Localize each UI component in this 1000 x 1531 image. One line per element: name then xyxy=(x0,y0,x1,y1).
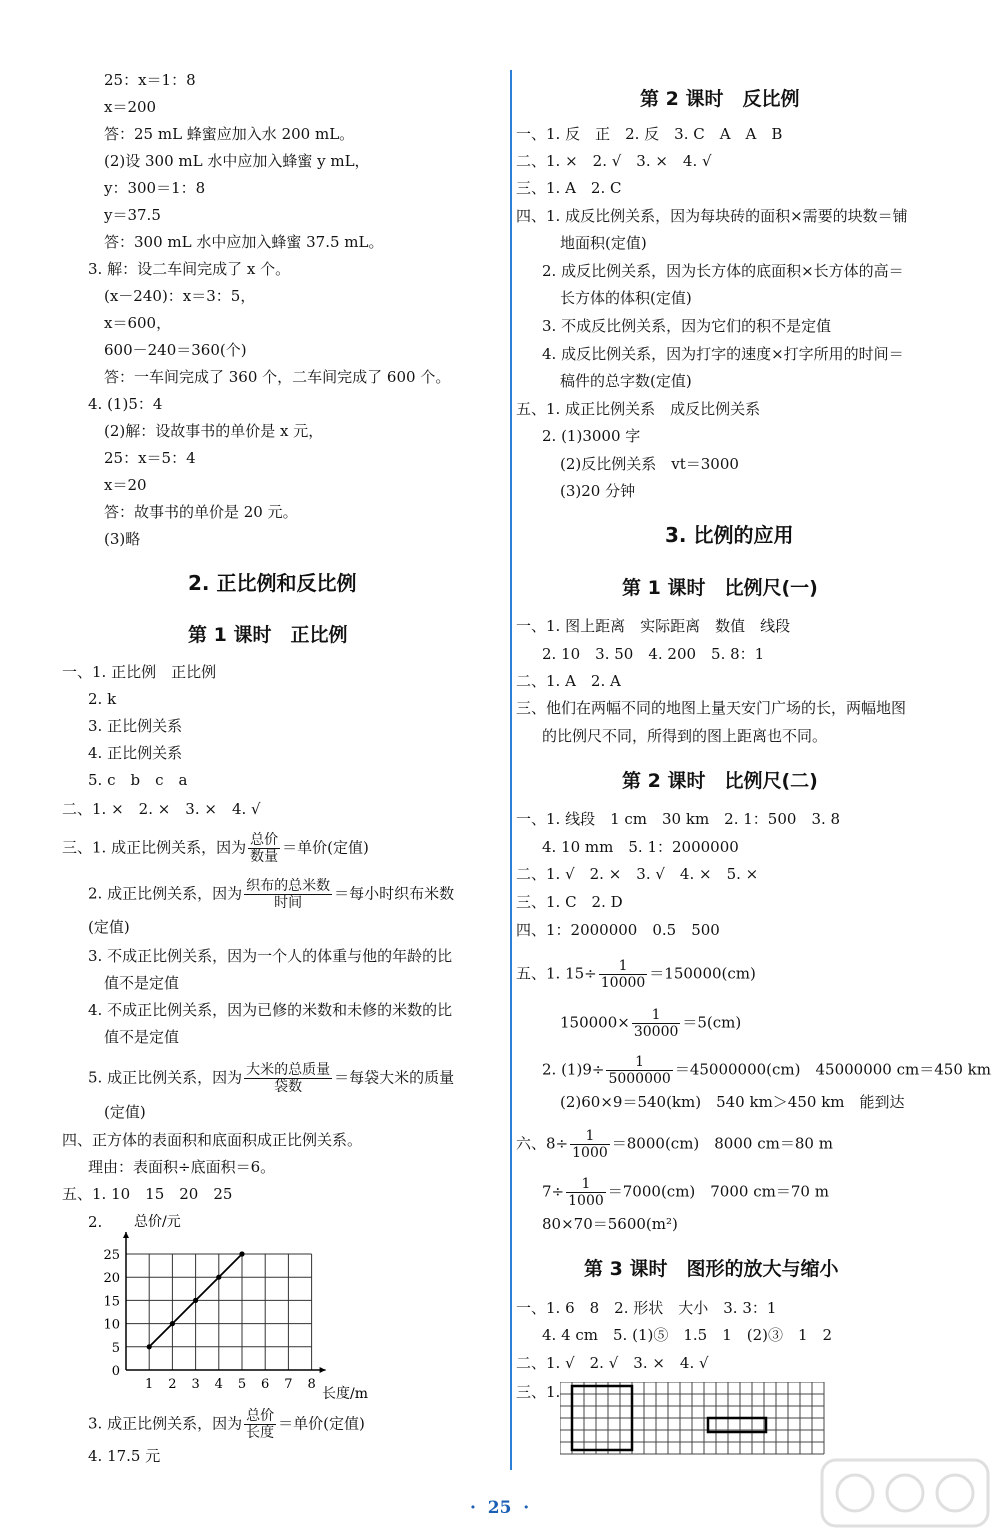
q1-line-1: 一、1. 正比例 正比例 xyxy=(62,663,217,681)
x-tick-label: 4 xyxy=(214,1377,223,1392)
r-f5: 7÷ $\frac{1}{1000}$ ＝7000(cm) 7000 cm＝70 m xyxy=(542,1176,829,1209)
q1-line-5: 5. c b c a xyxy=(88,771,188,789)
r-c-5: 四、1：2000000 0.5 500 xyxy=(516,921,720,939)
r-f4: 六、8÷ $\frac{1}{1000}$ ＝8000(cm) 8000 cm＝80 m xyxy=(516,1128,833,1161)
left-line-8: 3. 解：设二车间完成了 x 个。 xyxy=(88,260,291,278)
y-tick-label: 5 xyxy=(111,1340,120,1356)
x-tick-label: 3 xyxy=(191,1377,200,1392)
page-number: · 25 · xyxy=(470,1498,530,1518)
r-grid-label: 三、1. xyxy=(516,1383,561,1401)
q3-5-cont: (定值) xyxy=(104,1103,146,1121)
r-a-5: 地面积(定值) xyxy=(560,234,647,252)
r-f3b: (2)60×9＝540(km) 540 km＞450 km 能到达 xyxy=(560,1093,905,1111)
left-line-15: 25：x＝5：4 xyxy=(104,449,196,467)
r-a-14: (3)20 分钟 xyxy=(560,482,636,500)
column-divider xyxy=(510,70,512,1470)
r-f1: 五、1. 15÷ $\frac{1}{10000}$ ＝150000(cm) xyxy=(516,958,756,991)
section-title-2: 2. 正比例和反比例 xyxy=(188,571,357,595)
q5-1: 五、1. 10 15 20 25 xyxy=(62,1185,233,1203)
left-line-13: 4. (1)5：4 xyxy=(88,395,163,413)
r-a-7: 长方体的体积(定值) xyxy=(560,289,692,307)
y-tick-label: 10 xyxy=(103,1317,120,1333)
q3-4-b: 值不是定值 xyxy=(104,1028,180,1046)
data-point xyxy=(216,1275,221,1280)
left-line-7: 答：300 mL 水中应加入蜂蜜 37.5 mL。 xyxy=(104,233,384,251)
r-c-1: 一、1. 线段 1 cm 30 km 2. 1：500 3. 8 xyxy=(516,810,841,828)
r-b-3: 二、1. A 2. A xyxy=(516,672,621,690)
r-a-3: 三、1. A 2. C xyxy=(516,179,622,197)
data-point xyxy=(193,1298,198,1303)
left-line-18: (3)略 xyxy=(104,530,141,548)
left-line-1: 25：x＝1：8 xyxy=(104,71,196,89)
r-a-6: 2. 成反比例关系，因为长方体的底面积×长方体的高＝ xyxy=(542,262,904,280)
r-f6: 80×70＝5600(m²) xyxy=(542,1215,678,1233)
q1-line-4: 4. 正比例关系 xyxy=(88,744,183,762)
left-line-17: 答：故事书的单价是 20 元。 xyxy=(104,503,298,521)
q5-3: 3. 成正比例关系，因为 $\frac{\text{总价}}{\text{长度}}$ ＝单价(定值) xyxy=(88,1408,365,1441)
y-tick-label: 25 xyxy=(103,1248,120,1263)
r-f3: 2. (1)9÷ $\frac{1}{5000000}$ ＝45000000(cm) 45000000 cm＝450 km xyxy=(542,1054,991,1087)
x-tick-label: 2 xyxy=(168,1377,177,1392)
y-axis-arrow xyxy=(123,1232,129,1238)
q3-2: 2. 成正比例关系，因为 $\frac{\text{织布的总米数}}{\text{时间}}$ ＝每小时织布米数 xyxy=(88,878,455,911)
r-c-4: 三、1. C 2. D xyxy=(516,893,623,911)
q2-line: 二、1. × 2. × 3. × 4. √ xyxy=(62,800,261,818)
left-line-11: 600－240＝360(个) xyxy=(104,341,247,359)
q4-line-1: 四、正方体的表面积和底面积成正比例关系。 xyxy=(62,1131,363,1149)
left-line-9: (x－240)：x＝3：5， xyxy=(104,287,256,305)
q3-1: 三、1. 成正比例关系，因为 $\frac{\text{总价}}{\text{数量}}$ ＝单价(定值) xyxy=(62,832,369,865)
r-a-8: 3. 不成反比例关系，因为它们的积不是定值 xyxy=(542,317,832,335)
x-tick-label: 1 xyxy=(145,1377,154,1392)
r-b-1: 一、1. 图上距离 实际距离 数值 线段 xyxy=(516,617,791,635)
lesson-title-2: 第 2 课时 反比例 xyxy=(640,88,800,110)
q4-line-2: 理由：表面积÷底面积＝6。 xyxy=(88,1158,276,1176)
chart-ylabel: 总价/元 xyxy=(134,1214,181,1230)
lesson-title-3-3: 第 3 课时 图形的放大与缩小 xyxy=(584,1258,839,1280)
r-a-1: 一、1. 反 正 2. 反 3. C A A B xyxy=(516,125,783,143)
watermark-logo-icon xyxy=(820,1458,990,1528)
r-f2: 150000× $\frac{1}{30000}$ ＝5(cm) xyxy=(560,1007,742,1040)
r-a-13: (2)反比例关系 vt＝3000 xyxy=(560,455,739,473)
x-axis-arrow xyxy=(320,1367,326,1373)
section-title-3: 3. 比例的应用 xyxy=(665,523,794,547)
q3-3-a: 3. 不成正比例关系，因为一个人的体重与他的年龄的比 xyxy=(88,947,453,965)
y-tick-label: 0 xyxy=(111,1364,120,1379)
q3-2-cont: (定值) xyxy=(88,918,130,936)
q5-2-label: 2. xyxy=(88,1213,103,1231)
r-a-9: 4. 成反比例关系，因为打字的速度×打字所用的时间＝ xyxy=(542,345,904,363)
r-a-10: 稿件的总字数(定值) xyxy=(560,372,692,390)
data-point xyxy=(147,1344,152,1349)
r-c-2: 4. 10 mm 5. 1：2000000 xyxy=(542,838,739,856)
r-a-12: 2. (1)3000 字 xyxy=(542,427,641,445)
r-a-4: 四、1. 成反比例关系，因为每块砖的面积×需要的块数＝铺 xyxy=(516,207,908,225)
left-line-6: y＝37.5 xyxy=(104,206,161,224)
r-d-1: 一、1. 6 8 2. 形状 大小 3. 3：1 xyxy=(516,1299,777,1317)
left-line-14: (2)解：设故事书的单价是 x 元， xyxy=(104,422,324,440)
price-length-line-chart xyxy=(100,1210,380,1410)
chart-xlabel: 长度/m xyxy=(322,1386,368,1402)
data-point xyxy=(239,1251,244,1256)
left-line-16: x＝20 xyxy=(104,476,147,494)
left-line-2: x＝200 xyxy=(104,98,157,116)
left-line-4: (2)设 300 mL 水中应加入蜂蜜 y mL， xyxy=(104,152,370,170)
x-tick-label: 6 xyxy=(261,1377,270,1392)
lesson-title-1: 第 1 课时 正比例 xyxy=(188,624,348,646)
chart-axes xyxy=(123,1232,326,1373)
r-b-5: 的比例尺不同，所得到的图上距离也不同。 xyxy=(542,727,828,745)
y-tick-label: 15 xyxy=(103,1294,120,1310)
left-line-5: y：300＝1：8 xyxy=(104,179,206,197)
left-line-12: 答：一车间完成了 360 个，二车间完成了 600 个。 xyxy=(104,368,451,386)
q3-5: 5. 成正比例关系，因为 $\frac{\text{大米的总质量}}{\text{袋数}}$ ＝每袋大米的质量 xyxy=(88,1062,455,1095)
r-a-2: 二、1. × 2. √ 3. × 4. √ xyxy=(516,152,712,170)
q3-3-b: 值不是定值 xyxy=(104,974,180,992)
r-a-11: 五、1. 成正比例关系 成反比例关系 xyxy=(516,400,761,418)
y-tick-label: 20 xyxy=(103,1271,120,1287)
q3-4-a: 4. 不成正比例关系，因为已修的米数和未修的米数的比 xyxy=(88,1001,453,1019)
chart-grid xyxy=(126,1254,312,1370)
r-b-2: 2. 10 3. 50 4. 200 5. 8：1 xyxy=(542,645,765,663)
r-b-4: 三、他们在两幅不同的地图上量天安门广场的长，两幅地图 xyxy=(516,699,907,717)
r-d-3: 二、1. √ 2. √ 3. × 4. √ xyxy=(516,1354,709,1372)
q1-line-2: 2. k xyxy=(88,690,117,708)
enlarge-shrink-grid xyxy=(560,1382,830,1458)
x-tick-label: 5 xyxy=(237,1377,247,1392)
x-tick-label: 7 xyxy=(284,1377,293,1392)
lesson-title-3-2: 第 2 课时 比例尺(二) xyxy=(622,770,818,792)
x-tick-label: 8 xyxy=(307,1377,316,1392)
data-point xyxy=(170,1321,175,1326)
left-line-10: x＝600， xyxy=(104,314,172,332)
r-c-3: 二、1. √ 2. × 3. √ 4. × 5. × xyxy=(516,865,759,883)
q5-4: 4. 17.5 元 xyxy=(88,1447,161,1465)
left-line-3: 答：25 mL 蜂蜜应加入水 200 mL。 xyxy=(104,125,355,143)
r-d-2: 4. 4 cm 5. (1)⑤ 1.5 1 (2)③ 1 2 xyxy=(542,1326,833,1344)
lesson-title-3-1: 第 1 课时 比例尺(一) xyxy=(622,577,818,599)
q1-line-3: 3. 正比例关系 xyxy=(88,717,183,735)
